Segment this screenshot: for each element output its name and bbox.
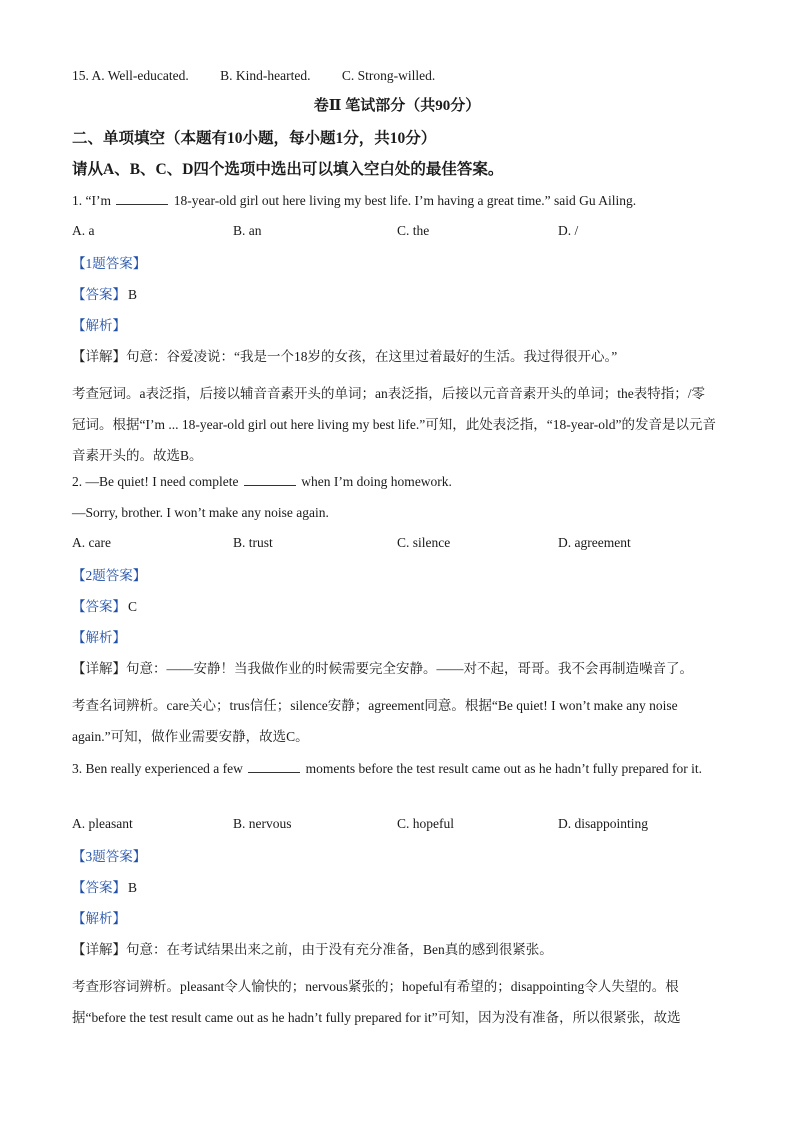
q3-stem-post: moments before the test result came out as he hadn’t fully prepared for it. xyxy=(305,761,703,776)
q2-option-d: D. agreement xyxy=(558,535,631,550)
q3-detail: 【详解】句意：在考试结果出来之前，由于没有充分准备，Ben真的感到很紧张。 xyxy=(72,942,553,957)
question-2-stem xyxy=(72,472,452,492)
question-3-stem xyxy=(72,753,718,784)
q2-answer xyxy=(72,597,137,617)
q3-option-b: B. nervous xyxy=(233,816,292,831)
q3-stem-pre: 3. Ben really experienced a few xyxy=(72,761,243,776)
q1-option-d: D. / xyxy=(558,223,579,238)
part2-heading: 二、单项填空（本题有10小题，每小题1分，共10分） xyxy=(72,130,437,147)
q3-answer-value: B xyxy=(128,880,138,895)
q1-stem-post: 18-year-old girl out here living my best life. I’m having a great time.” said Gu Ailing. xyxy=(173,193,637,208)
q2-option-b: B. trust xyxy=(233,535,273,550)
q1-explain: 考查冠词。a表泛指，后接以辅音音素开头的单词；an表泛指，后接以元音音素开头的单词；the表特指；/零冠词。根据“I’m ... 18-year-old girl out here living my best life.”可知，此处表泛指，“18-year-old”的发音是以元音音素开头的。故选B。 xyxy=(72,386,716,463)
q3-explain: 考查形容词辨析。pleasant令人愉快的；nervous紧张的；hopeful有希望的；disappointing令人失望的。根据“before the test result came out as he hadn’t fully prepared for it”可知，因为没有准备，所以很紧张，故选 xyxy=(72,979,681,1025)
q1-stem-pre: 1. “I’m xyxy=(72,193,111,208)
q3-option-d: D. disappointing xyxy=(558,816,648,831)
q2-detail: 【详解】句意：——安静！当我做作业的时候需要完全安静。——对不起，哥哥。我不会再制造噪音了。 xyxy=(72,661,693,676)
q2-analysis-label: 【解析】 xyxy=(72,630,126,645)
q3-blank xyxy=(248,760,300,773)
q2-answer-value: C xyxy=(128,599,138,614)
q2-option-a: A. care xyxy=(72,535,111,550)
q15-option-b: B. Kind-hearted. xyxy=(220,68,311,83)
answer-label: 【答案】 xyxy=(72,880,126,895)
q3-analysis-label: 【解析】 xyxy=(72,911,126,926)
q3-option-c: C. hopeful xyxy=(397,816,454,831)
q2-stem-pre: 2. —Be quiet! I need complete xyxy=(72,474,239,489)
q2-option-c: C. silence xyxy=(397,535,451,550)
q2-explain: 考查名词辨析。care关心；trus信任；silence安静；agreement同意。根据“Be quiet! I won’t make any noise again.”可知，做作业需要安静，故选C。 xyxy=(72,698,678,744)
q1-option-a: A. a xyxy=(72,223,95,238)
answer-label: 【答案】 xyxy=(72,599,126,614)
q1-analysis-label: 【解析】 xyxy=(72,318,126,333)
q2-stem-post: when I’m doing homework. xyxy=(301,474,452,489)
q3-tag: 【3题答案】 xyxy=(72,849,147,864)
q1-detail: 【详解】句意：谷爱凌说：“我是一个18岁的女孩，在这里过着最好的生活。我过得很开心。” xyxy=(72,349,618,364)
q1-tag: 【1题答案】 xyxy=(72,256,147,271)
q15-row xyxy=(72,66,435,86)
q1-answer-value: B xyxy=(128,287,138,302)
q15-option-c: C. Strong-willed. xyxy=(341,68,436,83)
q1-option-c: C. the xyxy=(397,223,430,238)
question-1-stem xyxy=(72,191,636,211)
q3-answer xyxy=(72,878,137,898)
instruction: 请从A、B、C、D四个选项中选出可以填入空白处的最佳答案。 xyxy=(72,161,504,178)
q2-blank xyxy=(244,473,296,486)
q3-option-a: A. pleasant xyxy=(72,816,133,831)
q1-option-b: B. an xyxy=(233,223,262,238)
q1-blank xyxy=(116,192,168,205)
section-title: 卷Ⅱ 笔试部分（共90分） xyxy=(313,98,481,114)
q1-answer xyxy=(72,285,137,305)
q2-tag: 【2题答案】 xyxy=(72,568,147,583)
q15-option-a: 15. A. Well-educated. xyxy=(72,68,189,83)
q2-stem-2: —Sorry, brother. I won’t make any noise again. xyxy=(72,505,329,520)
answer-label: 【答案】 xyxy=(72,287,126,302)
